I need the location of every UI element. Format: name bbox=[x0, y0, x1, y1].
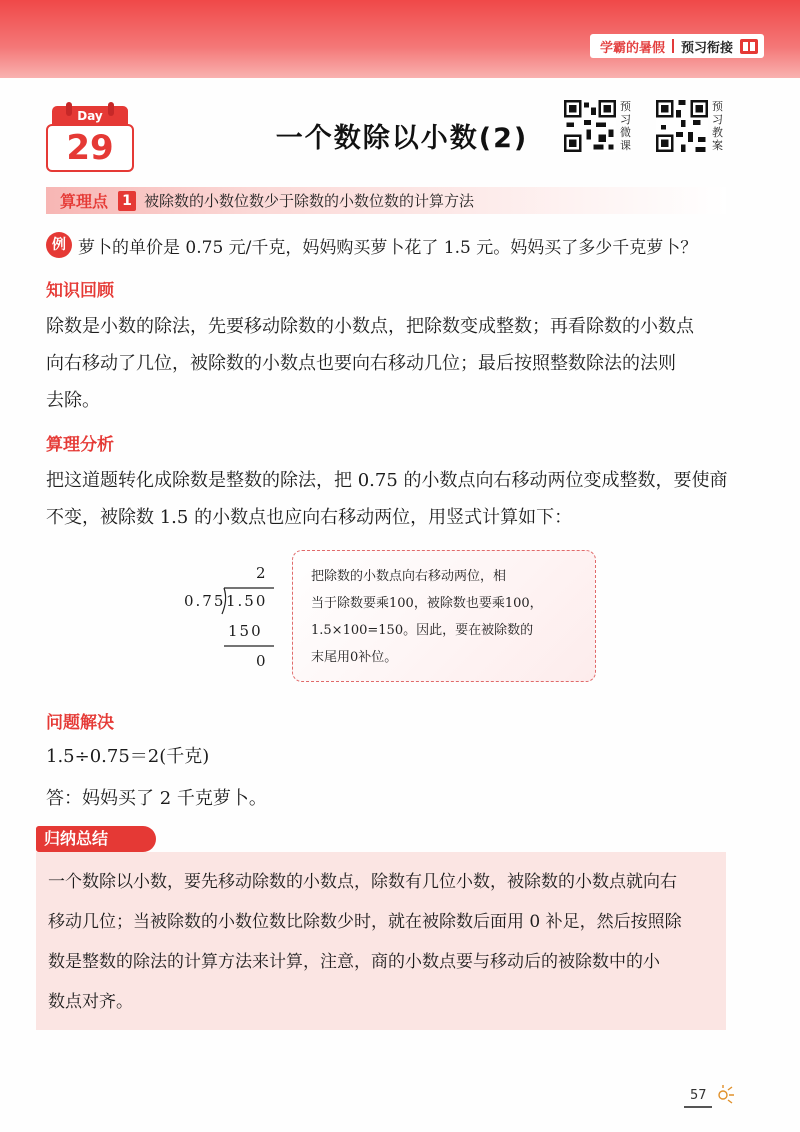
text-line: 除数是小数的除法，先要移动除数的小数点，把除数变成整数；再看除数的小数点 bbox=[46, 316, 694, 337]
point-tag: 算理点 bbox=[60, 192, 109, 211]
example-badge: 例 bbox=[46, 232, 72, 258]
example-text: 萝卜的单价是 0.75 元/千克，妈妈购买萝卜花了 1.5 元。妈妈买了多少千克萝卜？ bbox=[78, 237, 698, 258]
explanation-note bbox=[292, 550, 596, 682]
brand-right-text: 预习衔接 bbox=[680, 40, 733, 56]
qr-code-icon[interactable] bbox=[656, 100, 708, 152]
brand-left-text: 学霸的暑假 bbox=[599, 40, 665, 56]
day-label: Day bbox=[52, 106, 128, 126]
brand-label bbox=[590, 34, 764, 58]
solution-heading: 问题解决 bbox=[46, 713, 114, 733]
analysis-heading: 算理分析 bbox=[46, 435, 114, 455]
summary-line: 数点对齐。 bbox=[48, 992, 133, 1012]
division-bracket bbox=[180, 560, 290, 680]
note-line: 当于除数要乘100，被除数也要乘100， bbox=[311, 596, 543, 611]
division-quotient: 2 bbox=[256, 564, 268, 582]
long-division bbox=[180, 560, 290, 680]
qr-label: 预习教案 bbox=[712, 100, 723, 152]
point-number: 1 bbox=[118, 191, 136, 211]
example-problem bbox=[46, 232, 697, 258]
calendar-ring-icon bbox=[108, 102, 114, 116]
text-line: 不变，被除数 1.5 的小数点也应向右移动两位，用竖式计算如下： bbox=[46, 507, 573, 528]
summary-heading: 归纳总结 bbox=[36, 826, 156, 852]
division-divisor: 0.75 bbox=[184, 592, 226, 610]
knowledge-review-heading: 知识回顾 bbox=[46, 281, 114, 301]
division-product: 150 bbox=[228, 622, 263, 640]
point-text: 被除数的小数位数少于除数的小数位数的计算方法 bbox=[144, 192, 475, 210]
page-title: 一个数除以小数(2) bbox=[275, 123, 529, 154]
summary-box bbox=[36, 852, 726, 1030]
text-line: 去除。 bbox=[46, 390, 100, 411]
page-underline bbox=[684, 1106, 712, 1108]
solution-answer: 答：妈妈买了 2 千克萝卜。 bbox=[46, 788, 267, 809]
brand-divider bbox=[672, 39, 674, 53]
sun-icon bbox=[714, 1085, 736, 1105]
knowledge-review-text bbox=[46, 308, 741, 419]
section-point-bar bbox=[46, 187, 726, 214]
day-number: 29 bbox=[46, 124, 134, 172]
analysis-text bbox=[46, 462, 741, 536]
day-badge bbox=[46, 106, 134, 168]
book-icon bbox=[740, 39, 758, 54]
summary-line: 数是整数的除法的计算方法来计算，注意，商的小数点要与移动后的被除数中的小 bbox=[48, 952, 660, 972]
qr-label: 预习微课 bbox=[620, 100, 631, 152]
solution-equation: 1.5÷0.75＝2(千克) bbox=[46, 746, 210, 767]
note-line: 末尾用0补位。 bbox=[311, 650, 398, 665]
division-remainder: 0 bbox=[256, 652, 268, 670]
calendar-ring-icon bbox=[66, 102, 72, 116]
summary-line: 移动几位；当被除数的小数位数比除数少时，就在被除数后面用 0 补足，然后按照除 bbox=[48, 912, 682, 932]
qr-code-icon[interactable] bbox=[564, 100, 616, 152]
page-number: 57 bbox=[690, 1088, 707, 1103]
text-line: 把这道题转化成除数是整数的除法，把 0.75 的小数点向右移动两位变成整数，要使商 bbox=[46, 470, 728, 491]
note-line: 1.5×100=150。因此，要在被除数的 bbox=[311, 623, 534, 638]
summary-line: 一个数除以小数，要先移动除数的小数点，除数有几位小数，被除数的小数点就向右 bbox=[48, 872, 677, 892]
division-dividend: 1.50 bbox=[226, 592, 268, 610]
note-line: 把除数的小数点向右移动两位，相 bbox=[311, 569, 507, 584]
text-line: 向右移动了几位，被除数的小数点也要向右移动几位；最后按照整数除法的法则 bbox=[46, 353, 676, 374]
